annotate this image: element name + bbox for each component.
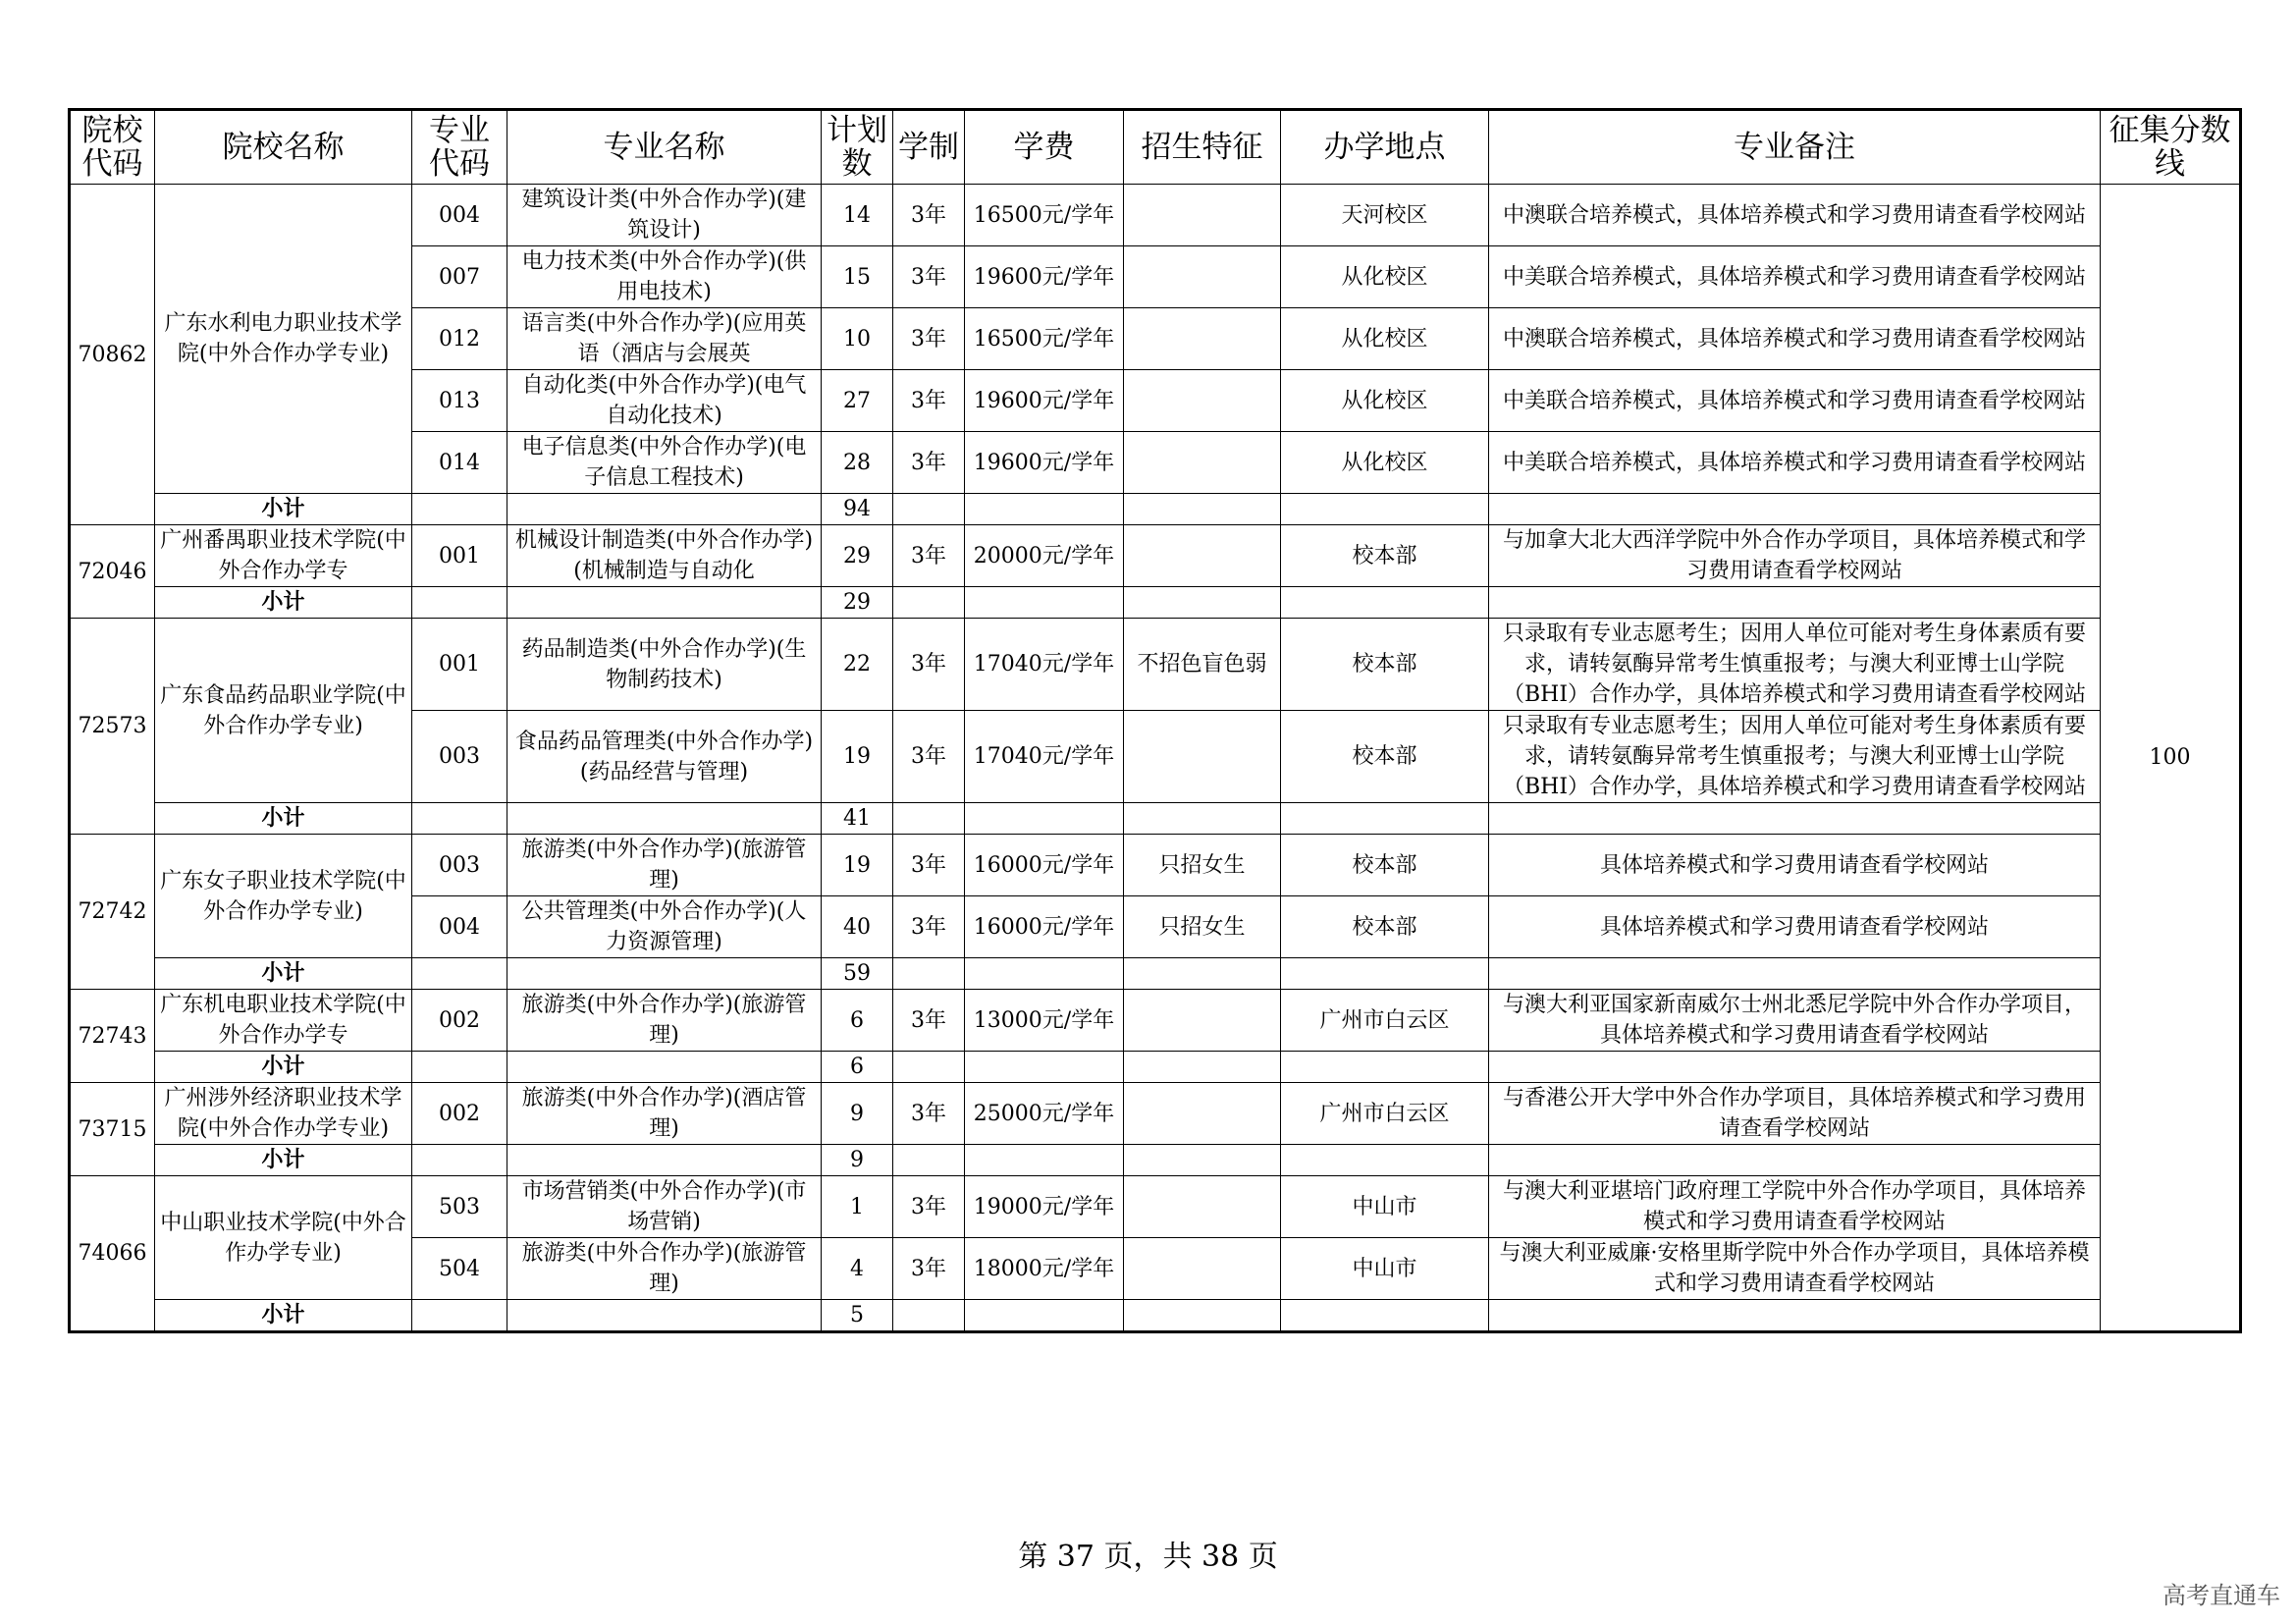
- school-code: 72743: [70, 990, 155, 1083]
- header-school-name: 院校名称: [155, 110, 412, 185]
- feature: [1124, 711, 1281, 803]
- subtotal-row: [70, 1145, 2241, 1176]
- header-fee: 学费: [965, 110, 1124, 185]
- table-body: [70, 185, 2241, 1332]
- major-name: 公共管理类(中外合作办学)(人力资源管理): [507, 896, 822, 958]
- location: 天河校区: [1281, 185, 1489, 246]
- major-code: 014: [412, 432, 507, 494]
- major-code: 012: [412, 308, 507, 370]
- years: 3年: [893, 619, 965, 711]
- empty-cell: [965, 587, 1124, 619]
- remark: 只录取有专业志愿考生；因用人单位可能对考生身体素质有要求，请转氨酶异常考生慎重报考；与澳大利亚博士山学院（BHI）合作办学，具体培养模式和学习费用请查看学校网站: [1489, 619, 2101, 711]
- empty-cell: [1124, 1145, 1281, 1176]
- subtotal-label: 小计: [155, 494, 412, 525]
- major-name: 旅游类(中外合作办学)(旅游管理): [507, 835, 822, 896]
- empty-cell: [507, 1145, 822, 1176]
- major-name: 机械设计制造类(中外合作办学)(机械制造与自动化: [507, 525, 822, 587]
- school-name: 广东水利电力职业技术学院(中外合作办学专业): [155, 185, 412, 494]
- subtotal-value: 29: [822, 587, 893, 619]
- empty-cell: [1281, 1300, 1489, 1332]
- years: 3年: [893, 246, 965, 308]
- subtotal-row: [70, 1300, 2241, 1332]
- plan: 6: [822, 990, 893, 1052]
- empty-cell: [1281, 803, 1489, 835]
- empty-cell: [965, 1052, 1124, 1083]
- subtotal-row: [70, 958, 2241, 990]
- empty-cell: [1489, 1052, 2101, 1083]
- plan: 28: [822, 432, 893, 494]
- table-row: [70, 525, 2241, 587]
- major-name: 语言类(中外合作办学)(应用英语（酒店与会展英: [507, 308, 822, 370]
- empty-cell: [893, 1145, 965, 1176]
- empty-cell: [893, 958, 965, 990]
- empty-cell: [1489, 1145, 2101, 1176]
- feature: [1124, 185, 1281, 246]
- table-row: [70, 990, 2241, 1052]
- years: 3年: [893, 1238, 965, 1300]
- empty-cell: [1124, 958, 1281, 990]
- empty-cell: [412, 587, 507, 619]
- plan: 15: [822, 246, 893, 308]
- plan: 14: [822, 185, 893, 246]
- header-plan: 计划数: [822, 110, 893, 185]
- feature: [1124, 308, 1281, 370]
- plan: 1: [822, 1176, 893, 1238]
- header-major-code: 专业代码: [412, 110, 507, 185]
- subtotal-value: 6: [822, 1052, 893, 1083]
- empty-cell: [507, 587, 822, 619]
- empty-cell: [507, 1300, 822, 1332]
- remark: 与澳大利亚堪培门政府理工学院中外合作办学项目，具体培养模式和学习费用请查看学校网站: [1489, 1176, 2101, 1238]
- subtotal-label: 小计: [155, 1145, 412, 1176]
- empty-cell: [1489, 1300, 2101, 1332]
- fee: 16500元/学年: [965, 308, 1124, 370]
- empty-cell: [893, 803, 965, 835]
- feature: [1124, 525, 1281, 587]
- major-name: 旅游类(中外合作办学)(旅游管理): [507, 990, 822, 1052]
- remark: 与澳大利亚威廉·安格里斯学院中外合作办学项目，具体培养模式和学习费用请查看学校网站: [1489, 1238, 2101, 1300]
- location: 校本部: [1281, 525, 1489, 587]
- table-row: [70, 185, 2241, 246]
- empty-cell: [1281, 1145, 1489, 1176]
- years: 3年: [893, 185, 965, 246]
- major-name: 自动化类(中外合作办学)(电气自动化技术): [507, 370, 822, 432]
- location: 校本部: [1281, 711, 1489, 803]
- empty-cell: [965, 803, 1124, 835]
- empty-cell: [965, 494, 1124, 525]
- empty-cell: [1489, 494, 2101, 525]
- remark: 中美联合培养模式，具体培养模式和学习费用请查看学校网站: [1489, 370, 2101, 432]
- plan: 9: [822, 1083, 893, 1145]
- table-row: [70, 1083, 2241, 1145]
- location: 中山市: [1281, 1176, 1489, 1238]
- empty-cell: [965, 1300, 1124, 1332]
- school-code: 70862: [70, 185, 155, 525]
- fee: 17040元/学年: [965, 619, 1124, 711]
- empty-cell: [1281, 587, 1489, 619]
- major-code: 001: [412, 525, 507, 587]
- subtotal-value: 5: [822, 1300, 893, 1332]
- years: 3年: [893, 308, 965, 370]
- plan: 10: [822, 308, 893, 370]
- watermark: 高考直通车: [2163, 1582, 2280, 1609]
- empty-cell: [507, 494, 822, 525]
- subtotal-label: 小计: [155, 1052, 412, 1083]
- feature: 只招女生: [1124, 896, 1281, 958]
- subtotal-label: 小计: [155, 1300, 412, 1332]
- header-location: 办学地点: [1281, 110, 1489, 185]
- remark: 中美联合培养模式，具体培养模式和学习费用请查看学校网站: [1489, 432, 2101, 494]
- major-code: 503: [412, 1176, 507, 1238]
- plan: 4: [822, 1238, 893, 1300]
- school-code: 72742: [70, 835, 155, 990]
- years: 3年: [893, 896, 965, 958]
- feature: 只招女生: [1124, 835, 1281, 896]
- feature: [1124, 370, 1281, 432]
- major-name: 药品制造类(中外合作办学)(生物制药技术): [507, 619, 822, 711]
- years: 3年: [893, 990, 965, 1052]
- remark: 具体培养模式和学习费用请查看学校网站: [1489, 835, 2101, 896]
- fee: 17040元/学年: [965, 711, 1124, 803]
- fee: 20000元/学年: [965, 525, 1124, 587]
- fee: 19600元/学年: [965, 370, 1124, 432]
- remark: 具体培养模式和学习费用请查看学校网站: [1489, 896, 2101, 958]
- years: 3年: [893, 1176, 965, 1238]
- plan: 22: [822, 619, 893, 711]
- empty-cell: [893, 1300, 965, 1332]
- feature: [1124, 990, 1281, 1052]
- empty-cell: [893, 587, 965, 619]
- header-major-name: 专业名称: [507, 110, 822, 185]
- feature: [1124, 1238, 1281, 1300]
- major-code: 004: [412, 896, 507, 958]
- empty-cell: [965, 958, 1124, 990]
- subtotal-row: [70, 494, 2241, 525]
- major-name: 旅游类(中外合作办学)(旅游管理): [507, 1238, 822, 1300]
- years: 3年: [893, 711, 965, 803]
- major-name: 建筑设计类(中外合作办学)(建筑设计): [507, 185, 822, 246]
- remark: 中澳联合培养模式，具体培养模式和学习费用请查看学校网站: [1489, 185, 2101, 246]
- empty-cell: [412, 494, 507, 525]
- empty-cell: [965, 1145, 1124, 1176]
- empty-cell: [893, 1052, 965, 1083]
- location: 从化校区: [1281, 246, 1489, 308]
- empty-cell: [1124, 587, 1281, 619]
- header-years: 学制: [893, 110, 965, 185]
- subtotal-value: 41: [822, 803, 893, 835]
- years: 3年: [893, 432, 965, 494]
- major-name: 旅游类(中外合作办学)(酒店管理): [507, 1083, 822, 1145]
- major-name: 电力技术类(中外合作办学)(供用电技术): [507, 246, 822, 308]
- fee: 19000元/学年: [965, 1176, 1124, 1238]
- table-row: [70, 619, 2241, 711]
- feature: [1124, 1176, 1281, 1238]
- fee: 16000元/学年: [965, 835, 1124, 896]
- empty-cell: [1124, 803, 1281, 835]
- school-name: 广东女子职业技术学院(中外合作办学专业): [155, 835, 412, 958]
- major-name: 电子信息类(中外合作办学)(电子信息工程技术): [507, 432, 822, 494]
- subtotal-label: 小计: [155, 587, 412, 619]
- major-code: 003: [412, 835, 507, 896]
- major-code: 004: [412, 185, 507, 246]
- location: 校本部: [1281, 835, 1489, 896]
- score-line: 100: [2101, 185, 2241, 1332]
- header-feature: 招生特征: [1124, 110, 1281, 185]
- plan: 27: [822, 370, 893, 432]
- feature: [1124, 432, 1281, 494]
- empty-cell: [507, 958, 822, 990]
- empty-cell: [412, 803, 507, 835]
- subtotal-row: [70, 803, 2241, 835]
- years: 3年: [893, 370, 965, 432]
- empty-cell: [412, 958, 507, 990]
- school-name: 广州涉外经济职业技术学院(中外合作办学专业): [155, 1083, 412, 1145]
- header-school-code: 院校代码: [70, 110, 155, 185]
- table-row: [70, 1176, 2241, 1238]
- location: 广州市白云区: [1281, 990, 1489, 1052]
- major-code: 013: [412, 370, 507, 432]
- major-code: 003: [412, 711, 507, 803]
- subtotal-value: 94: [822, 494, 893, 525]
- empty-cell: [1281, 958, 1489, 990]
- page-number: 第 37 页，共 38 页: [1018, 1540, 1278, 1574]
- empty-cell: [1489, 587, 2101, 619]
- empty-cell: [507, 803, 822, 835]
- remark: 中澳联合培养模式，具体培养模式和学习费用请查看学校网站: [1489, 308, 2101, 370]
- remark: 只录取有专业志愿考生；因用人单位可能对考生身体素质有要求，请转氨酶异常考生慎重报考；与澳大利亚博士山学院（BHI）合作办学，具体培养模式和学习费用请查看学校网站: [1489, 711, 2101, 803]
- table-row: [70, 835, 2241, 896]
- subtotal-row: [70, 587, 2241, 619]
- feature: [1124, 1083, 1281, 1145]
- empty-cell: [412, 1052, 507, 1083]
- header-score-line: 征集分数线: [2101, 110, 2241, 185]
- remark: 与加拿大北大西洋学院中外合作办学项目，具体培养模式和学习费用请查看学校网站: [1489, 525, 2101, 587]
- location: 广州市白云区: [1281, 1083, 1489, 1145]
- remark: 与澳大利亚国家新南威尔士州北悉尼学院中外合作办学项目，具体培养模式和学习费用请查看学校网站: [1489, 990, 2101, 1052]
- school-code: 72046: [70, 525, 155, 619]
- school-name: 中山职业技术学院(中外合作办学专业): [155, 1176, 412, 1300]
- years: 3年: [893, 835, 965, 896]
- location: 校本部: [1281, 896, 1489, 958]
- major-name: 市场营销类(中外合作办学)(市场营销): [507, 1176, 822, 1238]
- header-row: [70, 110, 2241, 185]
- empty-cell: [1489, 803, 2101, 835]
- empty-cell: [507, 1052, 822, 1083]
- fee: 18000元/学年: [965, 1238, 1124, 1300]
- years: 3年: [893, 525, 965, 587]
- school-name: 广州番禺职业技术学院(中外合作办学专: [155, 525, 412, 587]
- fee: 25000元/学年: [965, 1083, 1124, 1145]
- plan: 19: [822, 711, 893, 803]
- school-code: 72573: [70, 619, 155, 835]
- plan: 19: [822, 835, 893, 896]
- plan: 29: [822, 525, 893, 587]
- major-name: 食品药品管理类(中外合作办学)(药品经营与管理): [507, 711, 822, 803]
- years: 3年: [893, 1083, 965, 1145]
- subtotal-row: [70, 1052, 2241, 1083]
- location: 从化校区: [1281, 308, 1489, 370]
- school-code: 73715: [70, 1083, 155, 1176]
- empty-cell: [893, 494, 965, 525]
- school-name: 广东食品药品职业学院(中外合作办学专业): [155, 619, 412, 803]
- location: 中山市: [1281, 1238, 1489, 1300]
- feature: 不招色盲色弱: [1124, 619, 1281, 711]
- fee: 19600元/学年: [965, 246, 1124, 308]
- empty-cell: [412, 1145, 507, 1176]
- empty-cell: [1281, 494, 1489, 525]
- empty-cell: [1124, 1052, 1281, 1083]
- location: 从化校区: [1281, 432, 1489, 494]
- major-code: 002: [412, 990, 507, 1052]
- empty-cell: [1281, 1052, 1489, 1083]
- empty-cell: [412, 1300, 507, 1332]
- subtotal-label: 小计: [155, 803, 412, 835]
- major-code: 002: [412, 1083, 507, 1145]
- major-code: 007: [412, 246, 507, 308]
- subtotal-value: 9: [822, 1145, 893, 1176]
- location: 校本部: [1281, 619, 1489, 711]
- empty-cell: [1489, 958, 2101, 990]
- major-code: 504: [412, 1238, 507, 1300]
- remark: 中美联合培养模式，具体培养模式和学习费用请查看学校网站: [1489, 246, 2101, 308]
- feature: [1124, 246, 1281, 308]
- empty-cell: [1124, 494, 1281, 525]
- subtotal-label: 小计: [155, 958, 412, 990]
- plan: 40: [822, 896, 893, 958]
- school-code: 74066: [70, 1176, 155, 1332]
- fee: 13000元/学年: [965, 990, 1124, 1052]
- fee: 16500元/学年: [965, 185, 1124, 246]
- header-remark: 专业备注: [1489, 110, 2101, 185]
- school-name: 广东机电职业技术学院(中外合作办学专: [155, 990, 412, 1052]
- location: 从化校区: [1281, 370, 1489, 432]
- empty-cell: [1124, 1300, 1281, 1332]
- subtotal-value: 59: [822, 958, 893, 990]
- major-code: 001: [412, 619, 507, 711]
- fee: 19600元/学年: [965, 432, 1124, 494]
- admission-table: [68, 108, 2242, 1333]
- remark: 与香港公开大学中外合作办学项目，具体培养模式和学习费用请查看学校网站: [1489, 1083, 2101, 1145]
- fee: 16000元/学年: [965, 896, 1124, 958]
